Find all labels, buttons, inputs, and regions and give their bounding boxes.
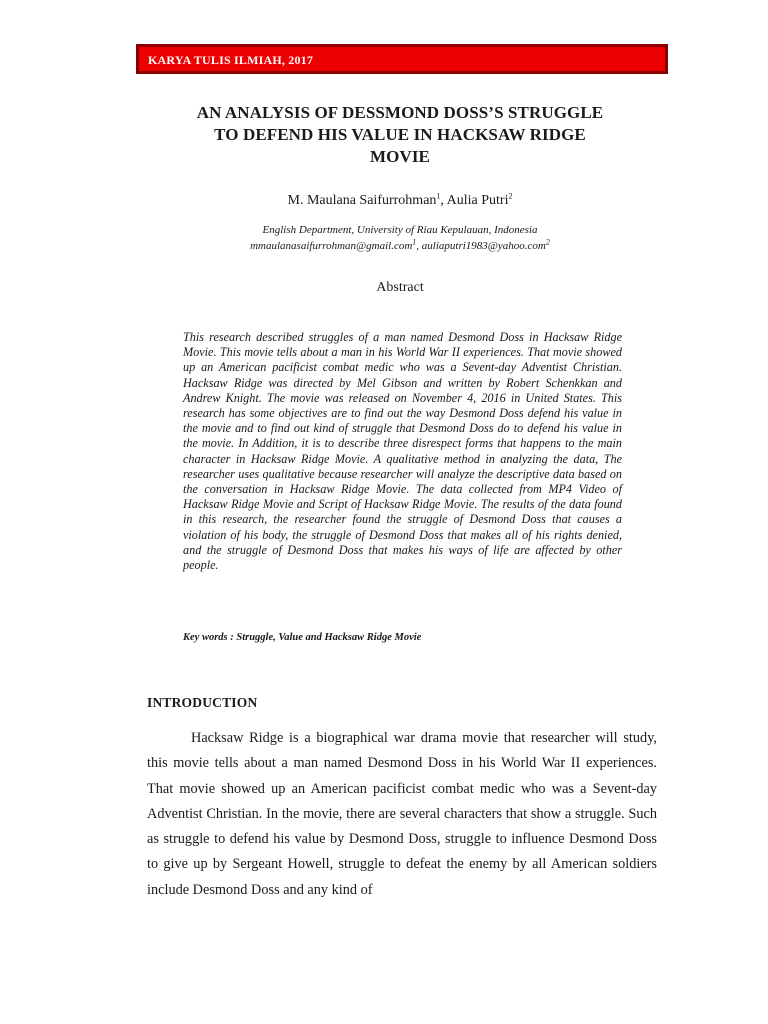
author-1-name: M. Maulana Saifurrohman	[287, 193, 437, 208]
author-separator: ,	[440, 193, 447, 208]
author-2-marker: 2	[508, 191, 513, 201]
author-list	[150, 193, 650, 209]
email-1-marker: 1	[412, 237, 417, 247]
abstract-heading: Abstract	[376, 280, 424, 295]
introduction-heading: INTRODUCTION	[147, 695, 258, 710]
author-emails	[150, 238, 650, 254]
author-1-email: mmaulanasaifurrohman@gmail.com	[250, 240, 413, 252]
journal-header-label: KARYA TULIS ILMIAH, 2017	[148, 53, 314, 67]
email-2-marker: 2	[545, 237, 550, 247]
email-separator: ,	[416, 240, 422, 252]
author-2-email: auliaputri1983@yahoo.com	[421, 240, 546, 252]
affiliation-block	[150, 222, 650, 254]
title-line-2: TO DEFEND HIS VALUE IN HACKSAW RIDGE	[214, 125, 586, 144]
introduction-body: Hacksaw Ridge is a biographical war drama movie that researcher will study, this movie tells about a man named Desmond Doss in his World War II experiences. That movie showed up an American pacificist combat medic who was a Sevent-day Adventist Christian. In the movie, there are several characters that show a struggle. Such as struggle to defend his value by Desmond Doss, struggle to influence Desmond Doss to give up by Sergeant Howell, struggle to defeat the enemy by all American soldiers include Desmond Doss and any kind of	[147, 730, 657, 898]
keywords-line: Key words : Struggle, Value and Hacksaw Ridge Movie	[183, 632, 422, 643]
author-1-marker: 1	[436, 191, 441, 201]
paper-title	[150, 102, 650, 168]
title-line-1: AN ANALYSIS OF DESSMOND DOSS’S STRUGGLE	[196, 103, 604, 122]
title-line-3: MOVIE	[370, 147, 430, 166]
abstract-body: This research described struggles of a man named Desmond Doss in Hacksaw Ridge Movie. This movie tells about a man in his World War II experiences. That movie showed up an American pacificist combat medic who was a Sevent-day Adventist Christian. Hacksaw Ridge was directed by Mel Gibson and written by Robert Schenkkan and Andrew Knight. The movie was released on November 4, 2016 in United States. This research has some objectives are to find out the way Desmond Doss defend his value in the movie and to find out kind of struggle that Desmond Doss do to defend his value in the movie. In Addition, it is to describe three disrespect forms that happens to the main character in Hacksaw Ridge Movie. A qualitative method in analyzing the data, The researcher uses qualitative because researcher will analyze the descriptive data based on the conversation in Hacksaw Ridge Movie. The data collected from MP4 Video of Hacksaw Ridge Movie and Script of Hacksaw Ridge Movie. The results of the data found in this research, the researcher found the struggle of Desmond Doss that causes a violation of his body, the struggle of Desmond Doss that makes all of his rights denied, and the struggle of Desmond Doss that makes his ways of life are affected by other people.	[183, 330, 622, 573]
affiliation-department: English Department, University of Riau Kepulauan, Indonesia	[262, 224, 538, 236]
journal-header-band	[136, 44, 668, 74]
author-2-name: Aulia Putri	[446, 193, 509, 208]
